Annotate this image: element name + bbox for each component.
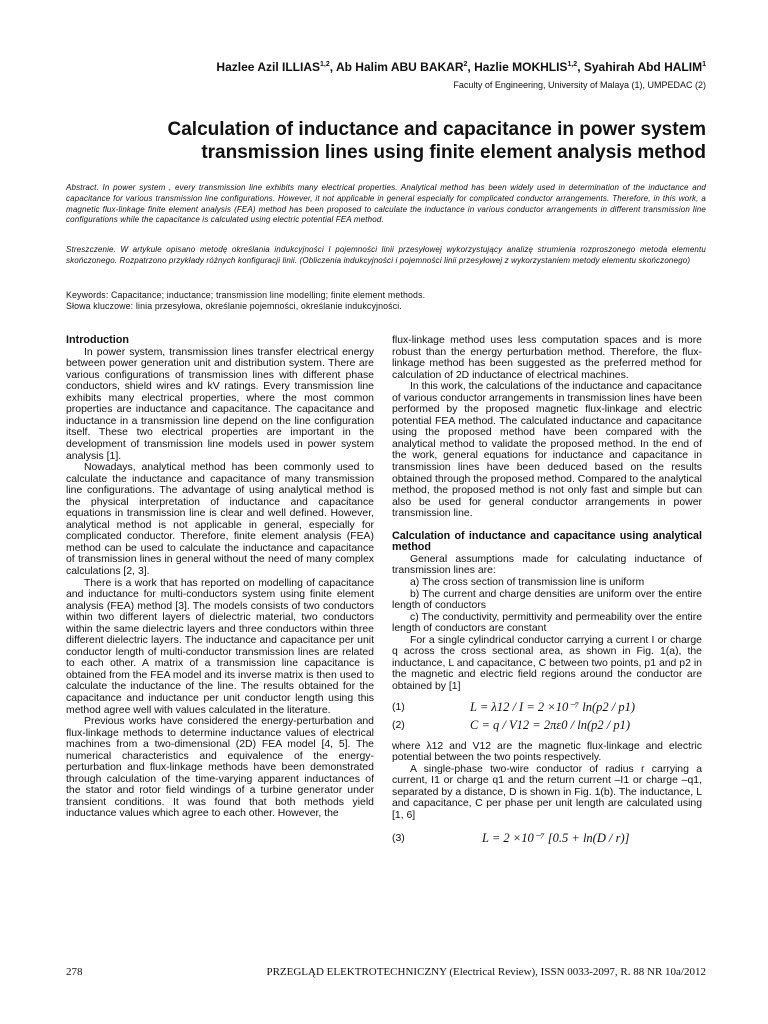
paper-title: Calculation of inductance and capacitance in power system transmission lines using finite element analysis method [167,119,706,163]
body-paragraph: Previous works have considered the energy-perturbation and flux-linkage methods to determine inductance values of electrical machines from a two-dimensional (2D) FEA model [4, 5]. The numerical characteristics and equivalence of the energy-perturbation and flux-linkage methods have been demonstrated through calculation of the time-varying apparent inductances of the stator and rotor field windings of a turbine generator under transient conditions. It was found that both methods yield inductance values which agree to each other. However, the [66,716,374,820]
equation: L = λ12 / I = 2 ×10⁻⁷ ln(p2 / p1) [470,699,636,714]
assumption-item: a) The cross section of transmission line is uniform [410,577,645,589]
left-column [66,335,374,820]
abstract: Abstract. In power system , every transmission line exhibits many electrical properties. Analytical method has been widely used in determination of the inductance and capacitance for various transmission line configurations. However, it not applicable in general especially for complicated conductor arrangements. Therefore, in this work, a magnetic flux-linkage finite element analysis (FEA) method has been proposed to calculate the inductance in various conductor arrangements in different transmission line configurations while the capacitance is calculated using electric potential FEA method. [66,183,706,225]
body-paragraph: In power system, transmission lines transfer electrical energy between power generation unit and distribution system. There are various configurations of transmission lines with different phase conductors, shield wires and kV ratings. Every transmission line exhibits many electrical properties, where the most common properties are inductance and capacitance. The capacitance and inductance in a transmission line depend on the line configuration itself. These two electrical properties are important in the development of transmission line models used in power system analysis [1]. [66,346,374,462]
equation: L = 2 ×10⁻⁷ [0.5 + ln(D / r)] [482,830,630,845]
body-paragraph: where λ12 and V12 are the magnetic flux-linkage and electric potential between the two points respectively. [392,740,702,764]
equation-row [392,717,702,735]
author-affiliation-mark: 1,2 [567,61,578,68]
equation: C = q / V12 = 2πε0 / ln(p2 / p1) [470,717,630,732]
body-paragraph: flux-linkage method uses less computation spaces and is more robust than the energy perturbation method. Therefore, the flux-linkage method has been suggested as the preferred method for calculation of 2D inductance of electrical machines. [392,335,702,381]
section-heading-introduction: Introduction [66,334,129,346]
equation-number: (1) [392,701,405,713]
assumption-item: c) The conductivity, permittivity and permeability over the entire length of conductors are constant [392,611,702,635]
equation-row [392,699,702,717]
journal-citation: PRZEGLĄD ELEKTROTECHNICZNY (Electrical Review), ISSN 0033-2097, R. 88 NR 10a/2012 [266,966,706,978]
page-number: 278 [66,966,83,978]
body-paragraph: General assumptions made for calculating inductance of transmission lines are: [392,553,702,577]
author-list: Hazlee Azil ILLIAS$^{1,2}$, Ab Halim ABU BAKAR$^2$, Hazlie MOKHLIS$^{1,2}$, Syahirah Abd HALIM$^1$ [216,60,706,74]
body-paragraph: For a single cylindrical conductor carrying a current I or charge q across the cross sectional area, as shown in Fig. 1(a), the inductance, L and capacitance, C between two points, p1 and p2 in the magnetic and electric field regions around the conductor are obtained by [1] [392,634,702,692]
author-name: Hazlie MOKHLIS [474,60,568,74]
keywords: Keywords: Capacitance; inductance; transmission line modelling; finite element methods. [66,290,426,300]
equation-row [392,829,702,847]
author-name: Ab Halim ABU BAKAR [335,60,464,74]
author-name: Syahirah Abd HALIM [583,60,703,74]
streszczenie: Streszczenie. W artykule opisano metodę określania indukcyjności I pojemności linii przesyłowej wykorzystujący analizę strumienia rozproszonego metoda elementu skończonego. Rozpatrzono przykłady różnych konfiguracji linii. (Obliczenia indukcyjności i pojemności linii przesyłowej z wykorzystaniem metody elementu skończonego) [66,245,706,265]
assumption-item: b) The current and charge densities are uniform over the entire length of conductors [392,588,702,612]
author-affiliation-mark: 1 [702,61,706,68]
equation-number: (3) [392,832,405,844]
affiliation: Faculty of Engineering, University of Malaya (1), UMPEDAC (2) [453,80,706,90]
slowa-kluczowe: Słowa kluczowe: linia przesyłowa, określanie pojemności, określanie indukcyjności. [66,301,402,311]
body-paragraph: Nowadays, analytical method has been commonly used to calculate the inductance and capacitance of many transmission line configurations. The advantage of using analytical method is the physical interpretation of inductance and capacitance equations in transmission line is clear and well defined. However, analytical method is not applicable in general, especially for complicated conductor. Therefore, finite element analysis (FEA) method can be used to calculate the inductance and capacitance of transmission lines in general without the need of many complex calculations [2, 3]. [66,462,374,577]
equation-number: (2) [392,719,405,731]
author-name: Hazlee Azil ILLIAS [216,60,320,74]
body-paragraph: In this work, the calculations of the inductance and capacitance of various conductor arrangements in transmission lines have been performed by the proposed magnetic flux-linkage and electric potential FEA method. The calculated inductance and capacitance using the proposed method have been compared with the analytical method to validate the proposed method. In the end of the work, general equations for inductance and capacitance in transmission lines have been deduced based on the results obtained through the proposed method. Compared to the analytical method, the proposed method is not only fast and simple but can also be used for general conductor arrangements in power transmission line. [392,381,702,520]
author-affiliation-mark: 1,2 [319,61,330,68]
author-affiliation-mark: 2 [463,61,468,68]
keywords-block [66,290,706,312]
right-column [392,335,702,847]
body-paragraph: A single-phase two-wire conductor of radius r carrying a current, I1 or charge q1 and the return current –I1 or charge –q1, separated by a distance, D is shown in Fig. 1(b). The inductance, L and capacitance, C per phase per unit length are calculated using [1, 6] [392,763,702,821]
section-heading-analytical: Calculation of inductance and capacitance using analytical method [392,529,702,554]
body-paragraph: There is a work that has reported on modelling of capacitance and inductance for multi-conductors system using finite element analysis (FEA) method [3]. The models consists of two conductors within two different layers of dielectric material, two conductors within the same dielectric layers and three conductors within three different dielectric layers. The inductance and capacitance per unit conductor length of multi-conductor transmission lines are related to each other. A matrix of a transmission line capacitance is obtained from the FEA model and its inverse matrix is then used to calculate the inductance of the line. The results obtained for the capacitance and inductance per unit conductor length using this method agree well with values calculated in the literature. [66,577,374,716]
